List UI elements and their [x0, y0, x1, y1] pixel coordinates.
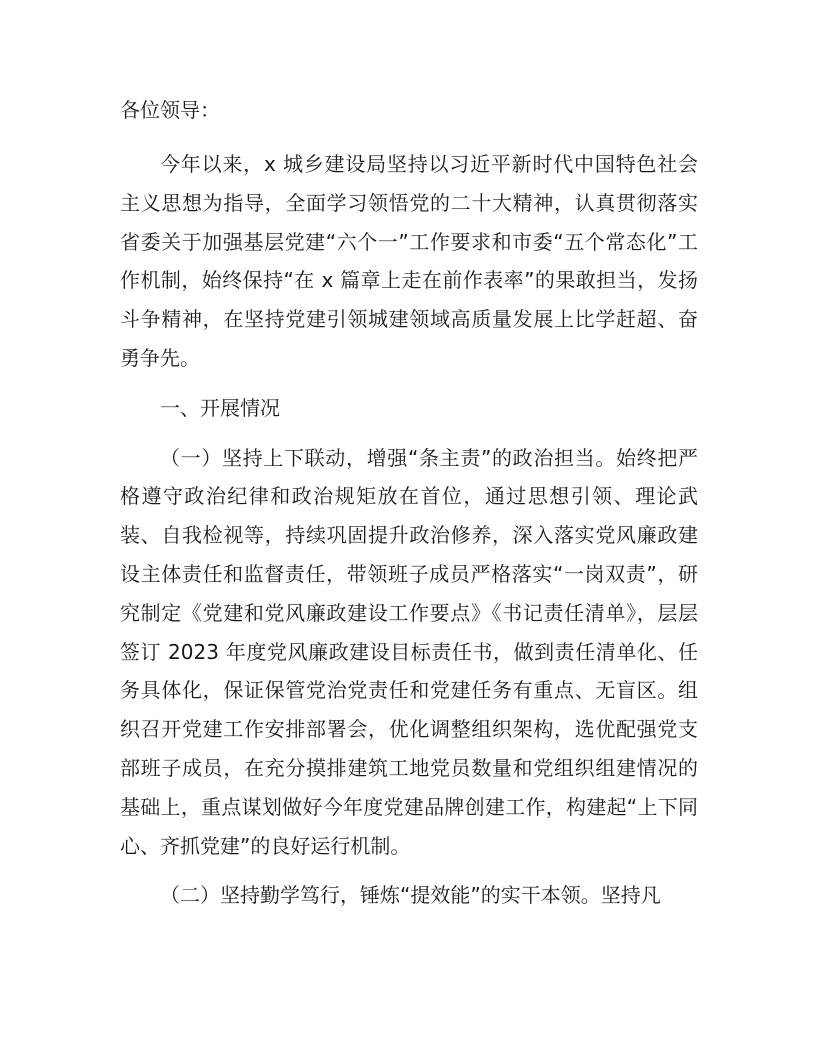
section-heading: 一、开展情况 [160, 395, 280, 420]
document-body [120, 97, 698, 915]
body-paragraph: （二）坚持勤学笃行，锤炼“提效能”的实干本领。坚持凡 [160, 883, 661, 908]
paragraph-gap [120, 865, 698, 876]
intro-paragraph: 今年以来，x 城乡建设局坚持以习近平新时代中国特色社会主义思想为指导，全面学习领悟党的二十大精神，认真贯彻落实省委关于加强基层党建“六个一”工作要求和市委“五个常态化”工作机制，始终保持“在 x 篇章上走在前作表率”的果敢担当，发扬斗争精神，在坚持党建引领城建领域高质量发展上比学赶超、奋勇争先。 [120, 152, 698, 370]
paragraph-gap [120, 428, 698, 439]
body-paragraph: （一）坚持上下联动，增强“条主责”的政治担当。始终把严格遵守政治纪律和政治规矩放在首位，通过思想引领、理论武装、自我检视等，持续巩固提升政治修养，深入落实党风廉政建设主体责任和监督责任，带领班子成员严格落实“一岗双责”，研究制定《党建和党风廉政建设工作要点》《书记责任清单》，层层签订 2023 年度党风廉政建设目标责任书，做到责任清单化、任务具体化，保证保管党治党责任和党建任务有重点、无盲区。组织召开党建工作安排部署会，优化调整组织架构，选优配强党支部班子成员，在充分摸排建筑工地党员数量和党组织组建情况的基础上，重点谋划做好今年度党建品牌创建工作，构建起“上下同心、齐抓党建”的良好运行机制。 [120, 445, 698, 858]
paragraph-gap [120, 378, 698, 389]
salutation: 各位领导： [120, 98, 220, 122]
